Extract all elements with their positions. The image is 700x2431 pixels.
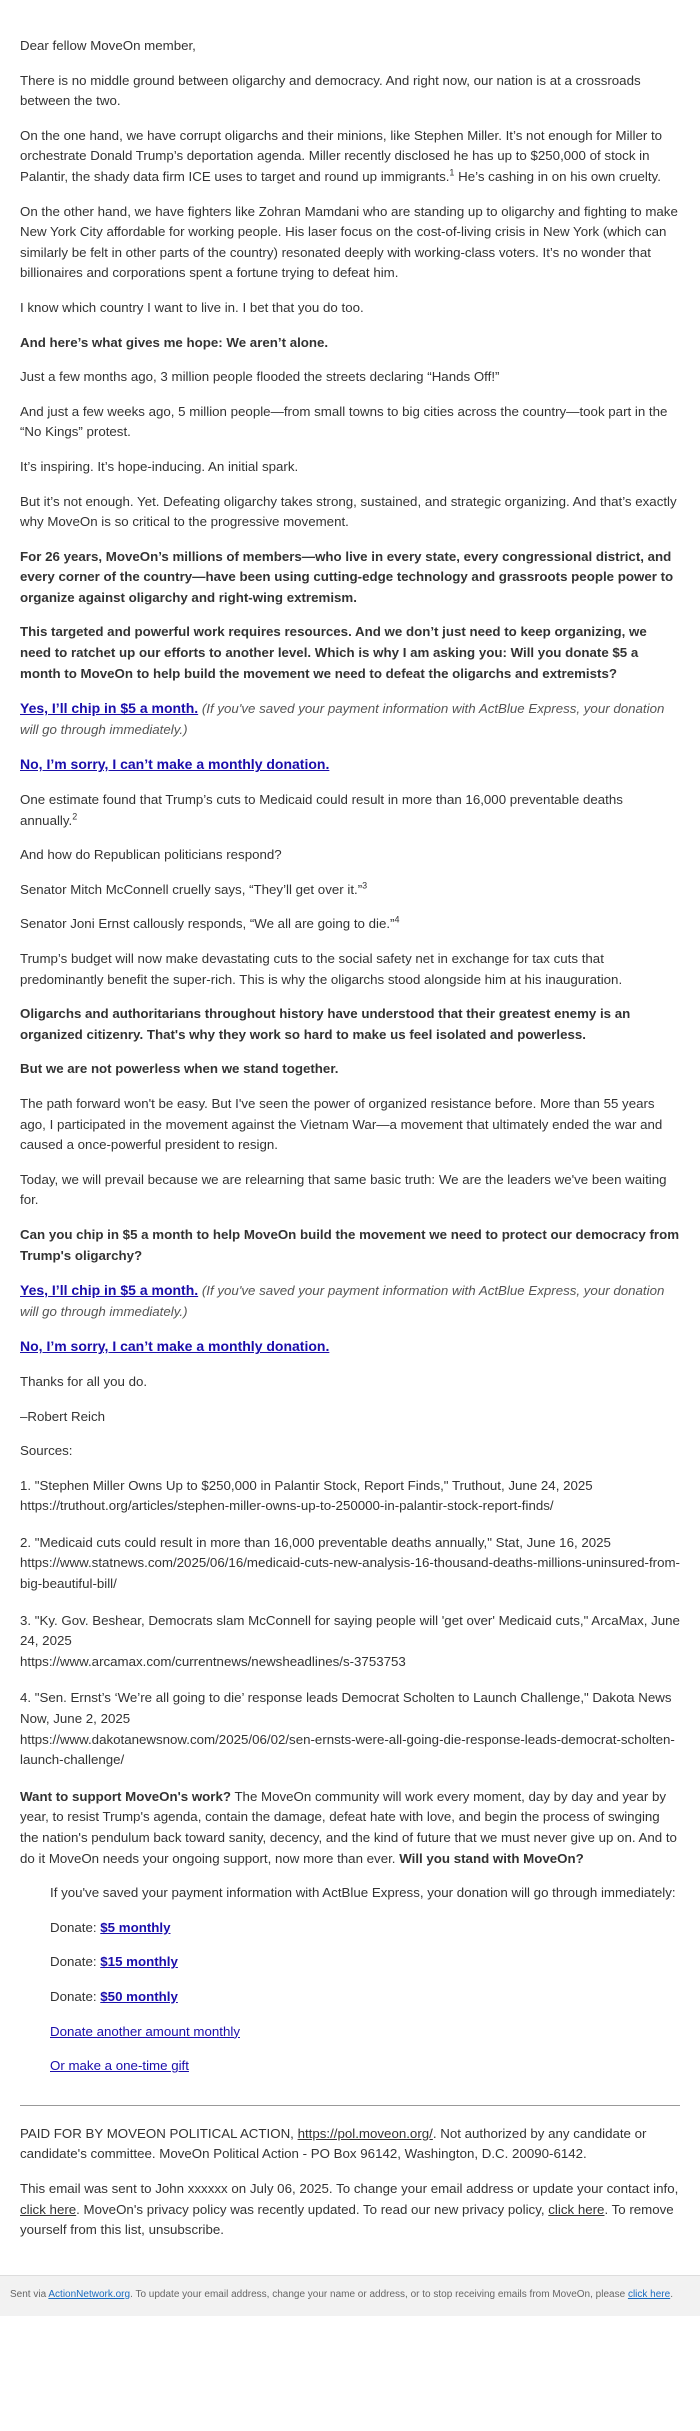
- cta-yes: [20, 1280, 680, 1322]
- source-item: 3. "Ky. Gov. Beshear, Democrats slam McConnell for saying people will 'get over' Medicaid cuts," ArcaMax, June 24, 2025 https://www.arcamax.com/currentnews/newsheadlines/s-3753753: [20, 1612, 680, 1669]
- greeting: Dear fellow MoveOn member,: [20, 38, 196, 53]
- moveon-pol-link[interactable]: https://pol.moveon.org/: [297, 2125, 433, 2141]
- source-url: https://truthout.org/articles/stephen-miller-owns-up-to-250000-in-palantir-stock-report-finds/: [20, 1498, 554, 1514]
- source-item: 1. "Stephen Miller Owns Up to $250,000 in Palantir Stock, Report Finds," Truthout, June 24, 2025 https://truthout.org/articles/stephen-miller-owns-up-to-250000-in-palantir-stock-report-finds/: [20, 1477, 593, 1514]
- paragraph: Trump’s budget will now make devastating cuts to the social safety net in exchange for tax cuts that predominantly benefit the super-rich. This is why the oligarchs stood alongside him at his inauguration.: [20, 951, 623, 987]
- source-item: 4. "Sen. Ernst’s ‘We’re all going to die’ response leads Democrat Scholten to Launch Challenge," Dakota News Now, June 2, 2025 https://www.dakotanewsnow.com/2025/06/02/sen-ernsts-were-all-going-die-response-leads-democrat-scholten-launch-challenge/: [20, 1690, 675, 1768]
- paragraph: It’s inspiring. It’s hope-inducing. An initial spark.: [20, 458, 299, 474]
- paragraph: Senator Joni Ernst callously responds, “We all are going to die.”$^4$: [20, 914, 400, 932]
- support-paragraph: Want to support MoveOn's work? The MoveOn community will work every moment, day by day and year by year, to resist Trump's agenda, contain the damage, defeat hate with love, and begin the process of swinging the nation's pendulum back toward sanity, decency, and the kind of future that we must never give up on. And to do it MoveOn needs your ongoing support, now more than ever. Will you stand with MoveOn?: [20, 1788, 677, 1866]
- footnote-ref: 1: [449, 167, 455, 178]
- paragraph-bold: Can you chip in $5 a month to help MoveOn build the movement we need to protect our democracy from Trump's oligarchy?: [20, 1226, 680, 1263]
- footnote-ref: 2: [72, 811, 78, 822]
- paragraph: The path forward won't be easy. But I've seen the power of organized resistance before. More than 55 years ago, I participated in the movement against the Vietnam War—a movement that ultimately ended the war and caused a once-powerful president to resign.: [20, 1095, 663, 1153]
- unsubscribe-link[interactable]: click here: [627, 2288, 671, 2300]
- no-monthly-link[interactable]: No, I’m sorry, I can’t make a monthly donation.: [20, 1338, 330, 1355]
- cta-yes: [20, 698, 680, 740]
- paragraph: But it’s not enough. Yet. Defeating oligarchy takes strong, sustained, and strategic organizing. And that’s exactly why MoveOn is so critical to the progressive movement.: [20, 493, 677, 530]
- no-monthly-link[interactable]: No, I’m sorry, I can’t make a monthly donation.: [20, 756, 330, 773]
- donate-line: Donate: $50 monthly: [50, 1988, 178, 2004]
- paragraph: One estimate found that Trump’s cuts to Medicaid could result in more than 16,000 preventable deaths annually.$^2$: [20, 792, 623, 828]
- update-contact-link[interactable]: click here: [20, 2201, 77, 2217]
- paragraph-bold: And here’s what gives me hope: We aren’t alone.: [20, 334, 329, 350]
- chip-in-5-link[interactable]: Yes, I’ll chip in $5 a month.: [20, 700, 199, 717]
- donate-5-monthly-link[interactable]: $5 monthly: [100, 1919, 171, 1935]
- paragraph: On the one hand, we have corrupt oligarchs and their minions, like Stephen Miller. It’s not enough for Miller to orchestrate Donald Trump’s deportation agenda. Miller recently disclosed he has up to $250,000 of stock in Palantir, the shady data firm ICE uses to target and round up immigrants.$^1$ He’s cashing in on his own cruelty.: [20, 127, 663, 184]
- actionnetwork-link[interactable]: ActionNetwork.org: [48, 2288, 131, 2300]
- paid-for-disclaimer: PAID FOR BY MOVEON POLITICAL ACTION, https://pol.moveon.org/. Not authorized by any candidate or candidate's committee. MoveOn Political Action - PO Box 96142, Washington, D.C. 20090-6142.: [20, 2125, 647, 2162]
- footnote-ref: 4: [394, 914, 400, 925]
- donate-15-monthly-link[interactable]: $15 monthly: [100, 1954, 178, 1970]
- donate-other-amount-link[interactable]: Donate another amount monthly: [50, 2023, 240, 2039]
- donate-line: Donate: $15 monthly: [50, 1954, 178, 1970]
- paragraph: And just a few weeks ago, 5 million people—from small towns to big cities across the country—took part in the “No Kings” protest.: [20, 403, 668, 440]
- paragraph: On the other hand, we have fighters like Zohran Mamdani who are standing up to oligarchy and fighting to make New York City affordable for working people. His laser focus on the cost-of-living crisis in New York (which can similarly be felt in other parts of the country) resonated deeply with working-class voters. It’s no wonder that billionaires and corporations spent a fortune trying to defeat him.: [20, 203, 678, 281]
- sources-heading: Sources:: [20, 1443, 73, 1459]
- paragraph-bold: For 26 years, MoveOn’s millions of members—who live in every state, every congressional district, and every corner of the country—have been using cutting-edge technology and grassroots people power to organize against oligarchy and right-wing extremism.: [20, 548, 674, 605]
- cta-no: [20, 1336, 680, 1358]
- footnote-ref: 3: [362, 880, 368, 891]
- source-url: https://www.dakotanewsnow.com/2025/06/02/sen-ernsts-were-all-going-die-response-leads-democrat-scholten-launch-challenge/: [20, 1731, 675, 1768]
- cta-note: (If you've saved your payment information with ActBlue Express, your donation will go through immediately.): [20, 1283, 665, 1319]
- chip-in-5-link[interactable]: Yes, I’ll chip in $5 a month.: [20, 1282, 199, 1299]
- source-item: 2. "Medicaid cuts could result in more than 16,000 preventable deaths annually," Stat, June 16, 2025 https://www.statnews.com/2025/06/16/medicaid-cuts-new-analysis-16-thousand-deaths-millions-uninsured-from-big-beautiful-bill/: [20, 1534, 680, 1592]
- cta-note: (If you've saved your payment information with ActBlue Express, your donation will go through immediately.): [20, 701, 665, 737]
- signature: –Robert Reich: [20, 1408, 105, 1424]
- donate-onetime-line: [50, 2056, 680, 2077]
- paragraph-bold: Oligarchs and authoritarians throughout history have understood that their greatest enemy is an organized citizenry. That's why they work so hard to make us feel isolated and powerless.: [20, 1006, 631, 1042]
- source-url: https://www.statnews.com/2025/06/16/medicaid-cuts-new-analysis-16-thousand-deaths-millions-uninsured-from-big-beautiful-bill/: [20, 1555, 680, 1592]
- paragraph: There is no middle ground between oligarchy and democracy. And right now, our nation is at a crossroads between the two.: [20, 72, 641, 109]
- donate-block: [50, 1883, 680, 2077]
- action-network-footer: Sent via ActionNetwork.org. To update your email address, change your name or address, or to stop receiving emails from MoveOn, please click here.: [0, 2275, 700, 2316]
- divider: [20, 2105, 680, 2106]
- paragraph: Just a few months ago, 3 million people flooded the streets declaring “Hands Off!”: [20, 369, 500, 385]
- paragraph: And how do Republican politicians respond?: [20, 847, 282, 863]
- paragraph-bold: This targeted and powerful work requires resources. And we don’t just need to keep organizing, we need to ratchet up our efforts to another level. Which is why I am asking you: Will you donate $5 a month to MoveOn to help build the movement we need to defeat the oligarchs and extremists?: [20, 624, 647, 681]
- sources-list: [20, 1476, 680, 1771]
- source-url: https://www.arcamax.com/currentnews/newsheadlines/s-3753753: [20, 1653, 406, 1669]
- paragraph: Senator Mitch McConnell cruelly says, “They’ll get over it.”$^3$: [20, 880, 368, 897]
- paragraph: Today, we will prevail because we are relearning that same basic truth: We are the leaders we've been waiting for.: [20, 1171, 667, 1208]
- donate-50-monthly-link[interactable]: $50 monthly: [100, 1988, 178, 2004]
- email-footer: This email was sent to John xxxxxx on July 06, 2025. To change your email address or update your contact info, click here. MoveOn's privacy policy was recently updated. To read our new privacy policy, click here. To remove yourself from this list, unsubscribe.: [20, 2180, 679, 2238]
- privacy-policy-link[interactable]: click here: [548, 2201, 605, 2217]
- donate-other-line: [50, 2022, 680, 2043]
- paragraph: I know which country I want to live in. I bet that you do too.: [20, 299, 364, 315]
- cta-no: [20, 754, 680, 776]
- one-time-gift-link[interactable]: Or make a one-time gift: [50, 2058, 189, 2074]
- paragraph-bold: But we are not powerless when we stand together.: [20, 1061, 339, 1077]
- actblue-note: If you've saved your payment information with ActBlue Express, your donation will go through immediately:: [50, 1885, 676, 1901]
- donate-line: Donate: $5 monthly: [50, 1919, 171, 1935]
- paragraph: Thanks for all you do.: [20, 1373, 148, 1389]
